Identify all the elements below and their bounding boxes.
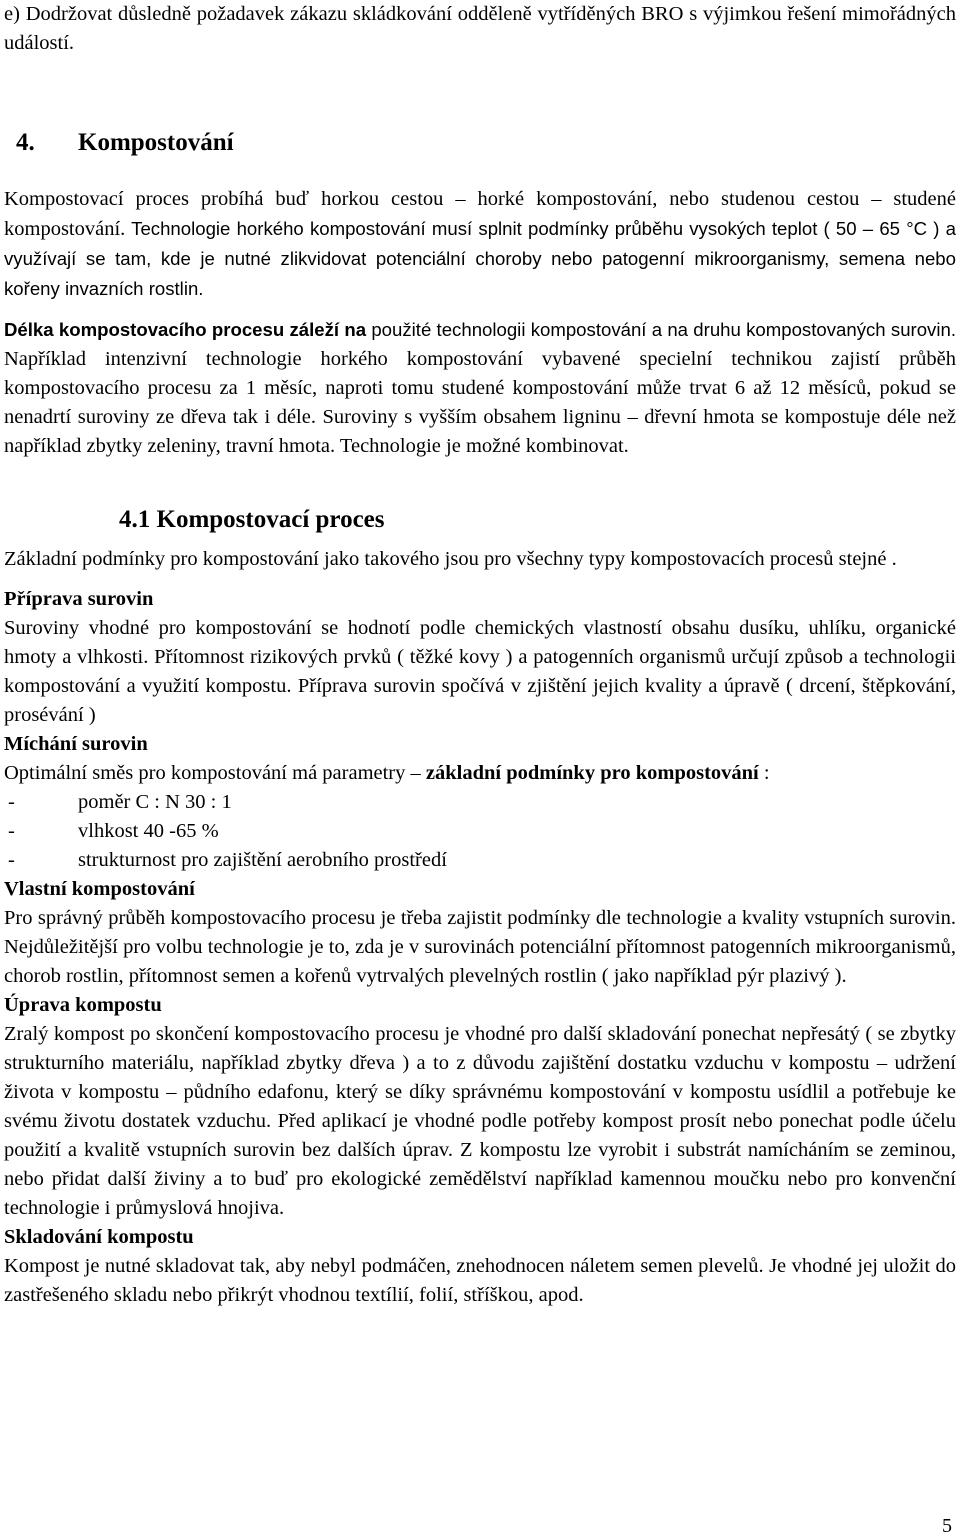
mix-text — [4, 759, 956, 788]
mix-text-end: : — [758, 762, 770, 784]
page-number: 5 — [942, 1515, 952, 1537]
prep-text: Suroviny vhodné pro kompostování se hodnotí podle chemických vlastností obsahu dusíku, uhlíku, organické hmoty a vlhkosti. Přítomnost rizikových prvků ( těžké kovy ) a patogenních organismů určují způsob a technologii kompostování a využití kompostu. Příprava surovin spočívá v zjištění jejich kvality a úpravě ( drcení, štěpkování, prosévání ) — [4, 617, 956, 726]
treat-heading: Úprava kompostu — [4, 994, 162, 1016]
list-text: poměr C : N 30 : 1 — [78, 791, 232, 813]
treat-text: Zralý kompost po skončení kompostovacího procesu je vhodné pro další skladování ponechat nepřesátý ( se zbytky strukturního materiálu, například zbytky dřeva ) a to z důvodu zajištění dostatku vzduchu v kompostu – udržení života v kompostu – půdního edafonu, který se díky správnému kompostování v kompostu usídlil a potřebuje ke svému životu dostatek vzduchu. Před aplikací je vhodné podle potřeby kompost prosít nebo ponechat podle účelu použití a kvalitě vstupních surovin bez dalších úprav. Z kompostu lze vyrobit i substrát namícháním se zeminou, nebo přidat další živiny a to buď pro ekologické zemědělství například kamennou moučku nebo pro konvenční technologie i průmyslová hnojiva. — [4, 1023, 956, 1219]
section-4-1-intro: Základní podmínky pro kompostování jako takového jsou pro všechny typy kompostovacích procesů stejné . — [4, 548, 897, 570]
section-4-number: 4. — [16, 129, 35, 156]
list-item — [8, 817, 956, 846]
section-4-paragraph-2 — [4, 315, 956, 461]
list-dash: - — [8, 791, 15, 813]
document-page — [4, 0, 956, 1310]
section-4-1-heading: 4.1 Kompostovací proces — [119, 506, 385, 533]
conditions-list — [4, 788, 956, 875]
mix-text-bold: základní podmínky pro kompostování — [425, 762, 759, 784]
list-dash: - — [8, 820, 15, 842]
store-text: Kompost je nutné skladovat tak, aby nebyl podmáčen, znehodnocen náletem semen plevelů. Je vhodné jej uložit do zastřešeného skladu nebo přikrýt vhodnou textílií, folií, stříškou, apod. — [4, 1255, 956, 1306]
list-text: vlhkost 40 -65 % — [78, 820, 219, 842]
list-item — [8, 846, 956, 875]
prep-heading: Příprava surovin — [4, 588, 154, 610]
p2-sans-part: použité technologii kompostování a na druhu kompostovaných surovin. — [366, 319, 956, 340]
mix-text-plain: Optimální směs pro kompostování má parametry – — [4, 762, 426, 784]
p2-rest: Například intenzivní technologie horkého kompostování vybavené specielní technikou zajistí průběh kompostovacího procesu za 1 měsíc, naproti tomu studené kompostování může trvat 6 až 12 měsíců, pokud se nenadrtí suroviny ze dřeva tak i déle. Suroviny s vyšším obsahem ligninu – dřevní hmota se kompostuje déle než například zbytky zeleniny, travní hmota. Technologie je možné kombinovat. — [4, 348, 956, 457]
own-text: Pro správný průběh kompostovacího procesu je třeba zajistit podmínky dle technologie a kvality vstupních surovin. Nejdůležitější pro volbu technologie je to, zda je v surovinách potenciální přítomnost patogenních mikroorganismů, chorob rostlin, přítomnost semen a kořenů vytrvalých plevelných rostlin ( jako například pýr plazivý ). — [4, 907, 956, 987]
section-4-heading — [4, 128, 956, 157]
p1-serif-part: Kompostovací proces probíhá buď horkou cestou – horké kompostování, nebo studenou cestou – studené kompostování. — [4, 188, 956, 240]
section-4-paragraph-1 — [4, 185, 956, 304]
p1-sans-part: Technologie horkého kompostování musí splnit podmínky průběhu vysokých teplot ( 50 – 65 °C ) a využívají se tam, kde je nutné zlikvidovat potenciální choroby nebo patogenní mikroorganismy, semena nebo kořeny invazních rostlin. — [4, 218, 956, 299]
section-4-title: Kompostování — [78, 129, 234, 156]
intro-paragraph: e) Dodržovat důsledně požadavek zákazu skládkování odděleně vytříděných BRO s výjimkou řešení mimořádných událostí. — [4, 3, 956, 54]
mix-heading: Míchání surovin — [4, 733, 148, 755]
p2-bold-lead: Délka kompostovacího procesu záleží na — [4, 319, 367, 340]
list-dash: - — [8, 849, 15, 871]
own-heading: Vlastní kompostování — [4, 878, 195, 900]
store-heading: Skladování kompostu — [4, 1226, 194, 1248]
list-item — [8, 788, 956, 817]
list-text: strukturnost pro zajištění aerobního prostředí — [78, 849, 447, 871]
